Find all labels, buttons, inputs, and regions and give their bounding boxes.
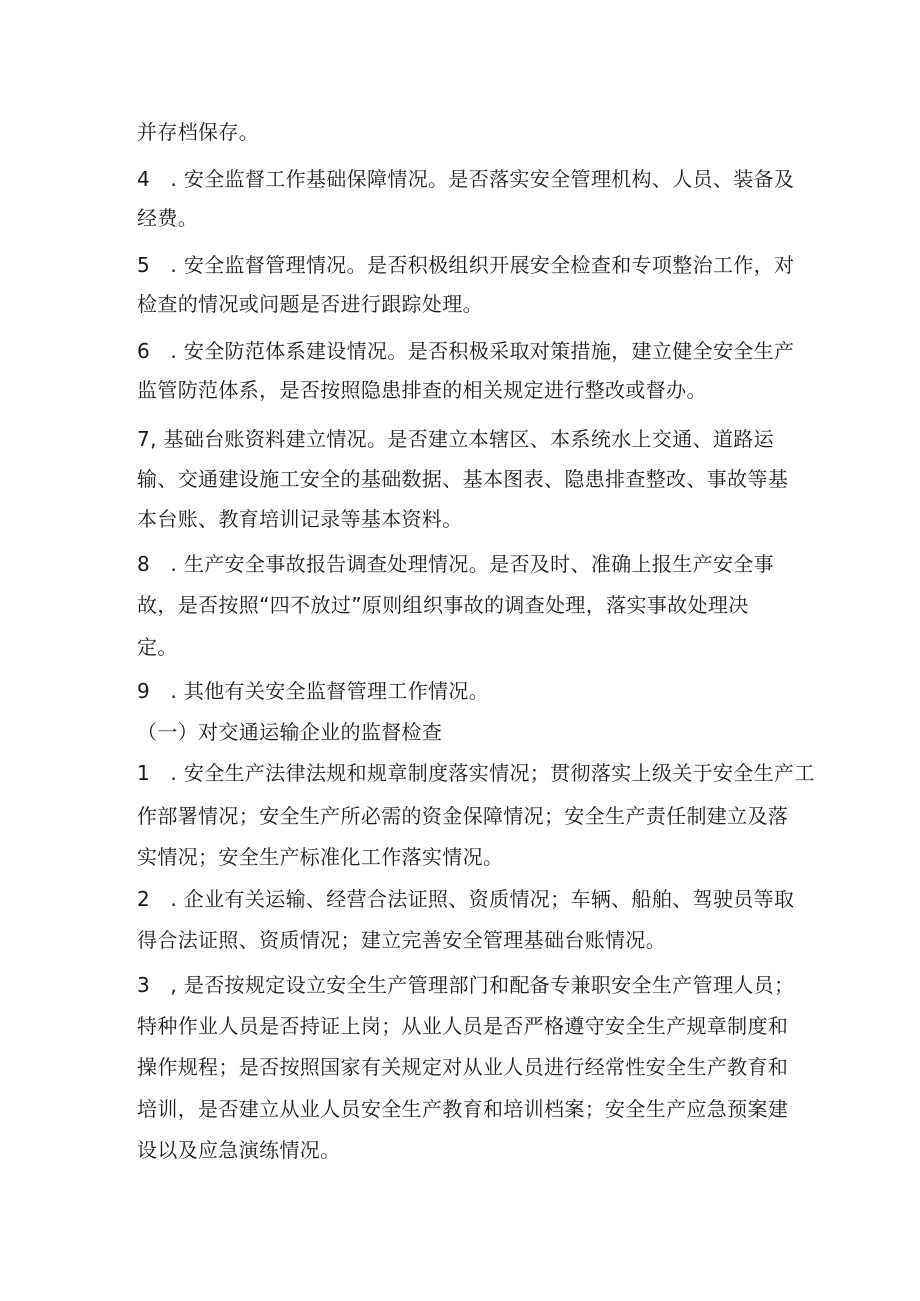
- text-line: 检查的情况或问题是否进行跟踪处理。: [137, 292, 483, 316]
- text-line: 得合法证照、资质情况；建立完善安全管理基础台账情况。: [137, 928, 667, 952]
- text-line: 3 , 是否按规定设立安全生产管理部门和配备专兼职安全生产管理人员；: [137, 973, 795, 997]
- text-line: 实情况；安全生产标准化工作落实情况。: [137, 845, 504, 869]
- text-line: 设以及应急演练情况。: [137, 1138, 341, 1162]
- text-line: 9 . 其他有关安全监督管理工作情况。: [137, 679, 490, 703]
- text-line: 作部署情况；安全生产所必需的资金保障情况；安全生产责任制建立及落: [137, 804, 789, 828]
- text-line: 故，是否按照“四不放过”原则组织事故的调查处理，落实事故处理决: [137, 593, 749, 617]
- text-line: 经费。: [137, 206, 199, 230]
- text-line: 输、交通建设施工安全的基础数据、基本图表、隐患排查整改、事故等基: [137, 467, 789, 491]
- text-line: 操作规程；是否按照国家有关规定对从业人员进行经常性安全生产教育和: [137, 1055, 789, 1079]
- text-line: 1 . 安全生产法律法规和规章制度落实情况；贯彻落实上级关于安全生产工: [137, 761, 815, 785]
- text-line: 7, 基础台账资料建立情况。是否建立本辖区、本系统水上交通、道路运: [137, 427, 774, 451]
- text-line: 5 . 安全监督管理情况。是否积极组织开展安全检查和专项整治工作，对: [137, 253, 795, 277]
- text-line: 特种作业人员是否持证上岗；从业人员是否严格遵守安全生产规章制度和: [137, 1014, 789, 1038]
- text-line: 定。: [137, 635, 178, 659]
- text-line: 培训，是否建立从业人员安全生产教育和培训档案；安全生产应急预案建: [137, 1097, 789, 1121]
- text-line: （一）对交通运输企业的监督检查: [137, 720, 443, 744]
- text-line: 8 . 生产安全事故报告调查处理情况。是否及时、准确上报生产安全事: [137, 552, 774, 576]
- text-line: 本台账、教育培训记录等基本资料。: [137, 507, 463, 531]
- text-line: 4 . 安全监督工作基础保障情况。是否落实安全管理机构、人员、装备及: [137, 167, 795, 191]
- text-line: 并存档保存。: [137, 120, 260, 144]
- text-line: 2 . 企业有关运输、经营合法证照、资质情况；车辆、船舶、驾驶员等取: [137, 887, 795, 911]
- text-line: 监管防范体系，是否按照隐患排查的相关规定进行整改或督办。: [137, 378, 707, 402]
- text-line: 6 . 安全防范体系建设情况。是否积极采取对策措施，建立健全安全生产: [137, 339, 795, 363]
